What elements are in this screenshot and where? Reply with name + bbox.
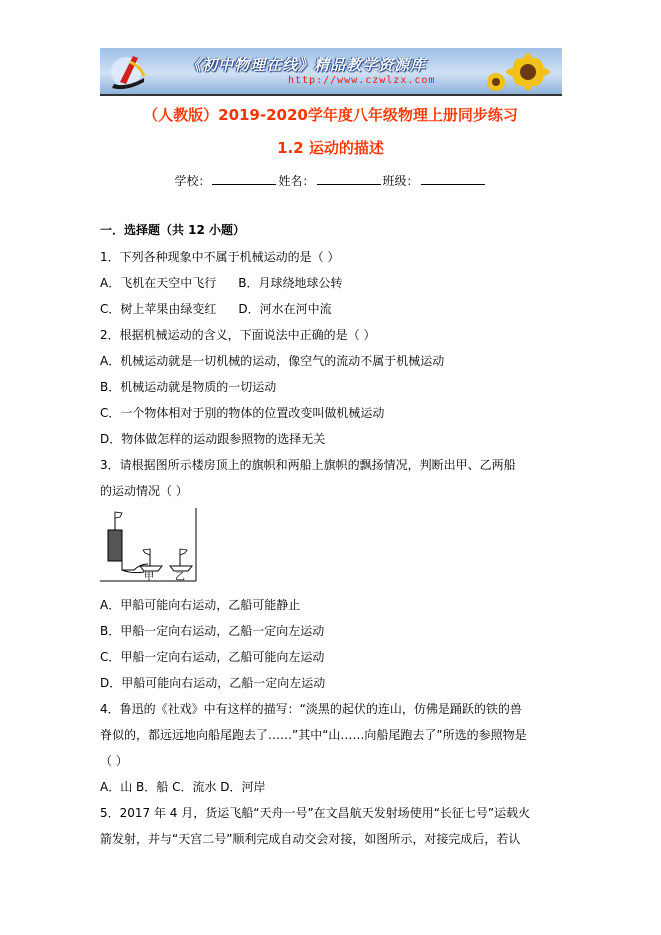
boat-b-icon: [170, 566, 192, 571]
boat-a-icon: [140, 566, 162, 571]
q3-stem-line1: 3．请根据图所示楼房顶上的旗帜和两船上旗帜的飘扬情况，判断出甲、乙两船: [100, 458, 516, 472]
sunflower-icon: [484, 52, 554, 92]
boat-b-flag-icon: [180, 549, 187, 555]
q2-stem: 2．根据机械运动的含义，下面说法中正确的是（ ）: [100, 328, 376, 342]
banner-title: 《初中物理在线》精品教学资源库: [186, 56, 427, 74]
q3-option-b: B．甲船一定向右运动，乙船一定向左运动: [100, 624, 325, 638]
q2-option-d: D．物体做怎样的运动跟参照物的选择无关: [100, 432, 326, 446]
q3-stem-line2: 的运动情况（ ）: [100, 484, 188, 498]
q3-option-c: C．甲船一定向右运动，乙船可能向左运动: [100, 650, 325, 664]
banner-url: http://www.czwlzx.com: [288, 75, 436, 86]
q4-options: A．山 B．船 C．流水 D．河岸: [100, 780, 266, 794]
header-banner: [100, 48, 562, 96]
q4-stem-line1: 4．鲁迅的《社戏》中有这样的描写：“淡黑的起伏的连山，仿佛是踊跃的铁的兽: [100, 702, 522, 716]
name-label: 姓名：: [278, 174, 315, 188]
q1-option-c: C．树上苹果由绿变红: [100, 302, 217, 316]
q3-option-d: D．甲船可能向右运动，乙船一定向左运动: [100, 676, 326, 690]
q1-options-ab: [100, 274, 342, 291]
school-blank: [212, 173, 276, 185]
boat-b-label: 乙: [175, 572, 185, 583]
q1-option-b: B．月球绕地球公转: [238, 276, 343, 290]
q5-stem-line2: 箭发射，并与“天宫二号”顺利完成自动交会对接，如图所示，对接完成后，若认: [100, 832, 521, 846]
school-label: 学校：: [174, 174, 211, 188]
q5-stem-line1: 5．2017 年 4 月，货运飞船“天舟一号”在文昌航天发射场使用“长征七号”运载火: [100, 806, 531, 820]
boat-a-flag-icon: [143, 549, 150, 555]
q3-option-a: A．甲船可能向右运动，乙船可能静止: [100, 598, 301, 612]
q4-stem-line2: 脊似的，都远远地向船尾跑去了……”其中“山……向船尾跑去了”所选的参照物是: [100, 728, 527, 742]
q1-option-a: A．飞机在天空中飞行: [100, 276, 217, 290]
q2-option-b: B．机械运动就是物质的一切运动: [100, 380, 277, 394]
student-info-line: [0, 172, 661, 189]
q1-options-cd: [100, 300, 332, 317]
building-shape: [108, 530, 122, 561]
class-label: 班级：: [382, 174, 419, 188]
q4-stem-line3: （ ）: [100, 754, 128, 768]
logo-icon: [100, 48, 158, 94]
page-title: （人教版）2019-2020学年度八年级物理上册同步练习: [143, 106, 518, 124]
q3-flag-figure: [100, 508, 198, 583]
q1-stem: 1．下列各种现象中不属于机械运动的是（ ）: [100, 250, 340, 264]
boat-a-label: 甲: [144, 572, 154, 583]
q2-option-a: A．机械运动就是一切机械的运动，像空气的流动不属于机械运动: [100, 354, 445, 368]
name-blank: [317, 173, 381, 185]
q1-option-d: D．河水在河中流: [238, 302, 332, 316]
class-blank: [421, 173, 485, 185]
q2-option-c: C．一个物体相对于别的物体的位置改变叫做机械运动: [100, 406, 385, 420]
building-flag-icon: [115, 512, 122, 518]
section-heading: 一．选择题（共 12 小题）: [100, 223, 246, 237]
section-subtitle: 1.2 运动的描述: [277, 139, 384, 157]
